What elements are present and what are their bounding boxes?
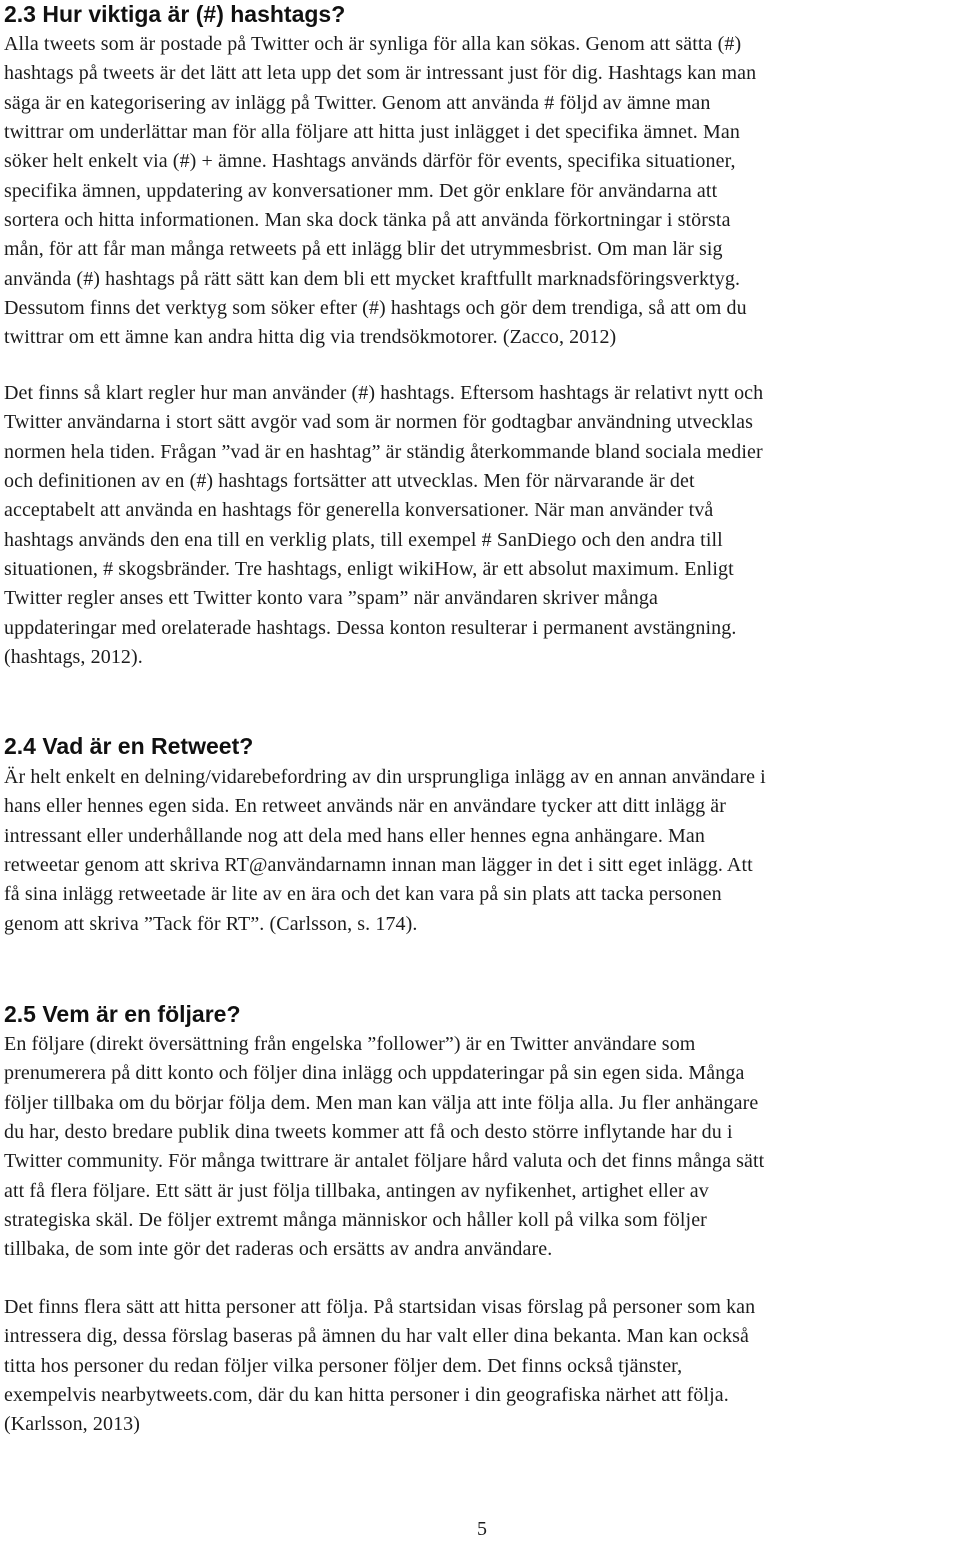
text-line: Är helt enkelt en delning/vidarebefordring av din ursprungliga inlägg av en annan användare i <box>4 766 766 788</box>
text-line: Dessutom finns det verktyg som söker efter (#) hashtags och gör dem trendiga, så att om du <box>4 297 747 320</box>
text-line: följer tillbaka om du börjar följa dem. Men man kan välja att inte följa alla. Ju fler anhängare <box>4 1091 759 1114</box>
text-line: sortera och hitta informationen. Man ska dock tänka på att använda förkortningar i största <box>4 209 731 232</box>
text-line: twittrar om ett ämne kan andra hitta dig via trendsökmotorer. (Zacco, 2012) <box>4 326 617 349</box>
text-line: normen hela tiden. Frågan ”vad är en hashtag” är ständig återkommande bland sociala medier <box>4 440 763 463</box>
text-line: hashtags används den ena till en verklig plats, till exempel # SanDiego och den andra till <box>4 528 723 551</box>
text-line: strategiska skäl. De följer extremt många människor och håller koll på vilka som följer <box>4 1209 707 1232</box>
section-heading-2-4: 2.4 Vad är en Retweet? <box>4 733 254 759</box>
text-line: intressera dig, dessa förslag baseras på ämnen du har valt eller dina bekanta. Man kan också <box>4 1325 750 1348</box>
text-line: hashtags på tweets är det lätt att leta upp det som är intressant just för dig. Hashtags kan man <box>4 62 757 85</box>
paragraph-hashtag-rules <box>4 379 763 672</box>
text-line: tillbaka, de som inte gör det raderas och ersätts av andra användare. <box>4 1238 553 1261</box>
text-line: Twitter regler anses ett Twitter konto vara ”spam” när användaren skriver många <box>4 587 658 610</box>
text-line: söker helt enkelt via (#) + ämne. Hashtags används därför för events, specifika situationer, <box>4 150 736 173</box>
paragraph-follower <box>4 1030 764 1265</box>
text-line: mån, för att får man många retweets på ett inlägg blir det utrymmesbrist. Om man lär sig <box>4 238 723 261</box>
text-line: genom att skriva ”Tack för RT”. (Carlsson, s. 174). <box>4 912 418 935</box>
text-line: prenumerera på ditt konto och följer dina inlägg och uppdateringar på sin egen sida. Många <box>4 1062 745 1085</box>
text-line: Twitter community. För många twittrare är antalet följare hård valuta och det finns många sätt <box>4 1150 765 1173</box>
text-line: titta hos personer du redan följer vilka personer följer dem. Det finns också tjänster, <box>4 1354 683 1377</box>
paragraph-hashtags-intro <box>4 30 756 353</box>
section-heading-2-5: 2.5 Vem är en följare? <box>4 1001 241 1027</box>
text-line: twittrar om underlättar man för alla följare att hitta just inlägget i det specifika ämnet. Man <box>4 121 740 144</box>
text-line: exempelvis nearbytweets.com, där du kan hitta personer i din geografiska närhet att följa. <box>4 1384 729 1407</box>
text-line: att få flera följare. Ett sätt är just följa tillbaka, antingen av nyfikenhet, artighet eller av <box>4 1179 709 1202</box>
text-line: (hashtags, 2012). <box>4 646 143 669</box>
text-line: få sina inlägg retweetade är lite av en ära och det kan vara på sin plats att tacka personen <box>4 883 722 906</box>
text-line: (Karlsson, 2013) <box>4 1413 141 1436</box>
paragraph-retweet <box>4 763 766 939</box>
text-line: retweetar genom att skriva RT@användarnamn innan man lägger in det i sitt eget inlägg. Att <box>4 854 753 877</box>
text-line: uppdateringar med orelaterade hashtags. Dessa konton resulterar i permanent avstängning. <box>4 616 737 639</box>
paragraph-finding-people <box>4 1293 755 1440</box>
text-line: situationen, # skogsbränder. Tre hashtags, enligt wikiHow, är ett absolut maximum. Enligt <box>4 558 734 581</box>
section-heading-2-3: 2.3 Hur viktiga är (#) hashtags? <box>4 1 346 27</box>
text-line: intressant eller underhållande nog att dela med hans eller hennes egna anhängare. Man <box>4 824 705 847</box>
text-line: säga är en kategorisering av inlägg på Twitter. Genom att använda # följd av ämne man <box>4 91 711 114</box>
text-line: Alla tweets som är postade på Twitter och är synliga för alla kan sökas. Genom att sätta (#) <box>4 33 742 55</box>
text-line: och definitionen av en (#) hashtags fortsätter att utvecklas. Men för närvarande är det <box>4 470 695 493</box>
text-line: använda (#) hashtags på rätt sätt kan dem bli ett mycket kraftfullt marknadsföringsverktyg. <box>4 267 741 290</box>
text-line: Det finns så klart regler hur man använder (#) hashtags. Eftersom hashtags är relativt nytt och <box>4 382 764 404</box>
text-line: En följare (direkt översättning från engelska ”follower”) är en Twitter användare som <box>4 1033 696 1055</box>
text-line: hans eller hennes egen sida. En retweet används när en användare tycker att ditt inlägg är <box>4 795 727 818</box>
text-line: Twitter användarna i stort sätt avgör vad som är normen för godtagbar användning utvecklas <box>4 411 754 434</box>
page-number: 5 <box>477 1518 487 1540</box>
text-line: specifika ämnen, uppdatering av konversationer mm. Det gör enklare för användarna att <box>4 179 718 202</box>
text-line: du har, desto bredare publik dina tweets kommer att få och desto större inflytande har du i <box>4 1121 733 1144</box>
text-line: acceptabelt att använda en hashtags för generella konversationer. När man använder två <box>4 499 714 522</box>
text-line: Det finns flera sätt att hitta personer att följa. På startsidan visas förslag på personer som kan <box>4 1296 756 1318</box>
